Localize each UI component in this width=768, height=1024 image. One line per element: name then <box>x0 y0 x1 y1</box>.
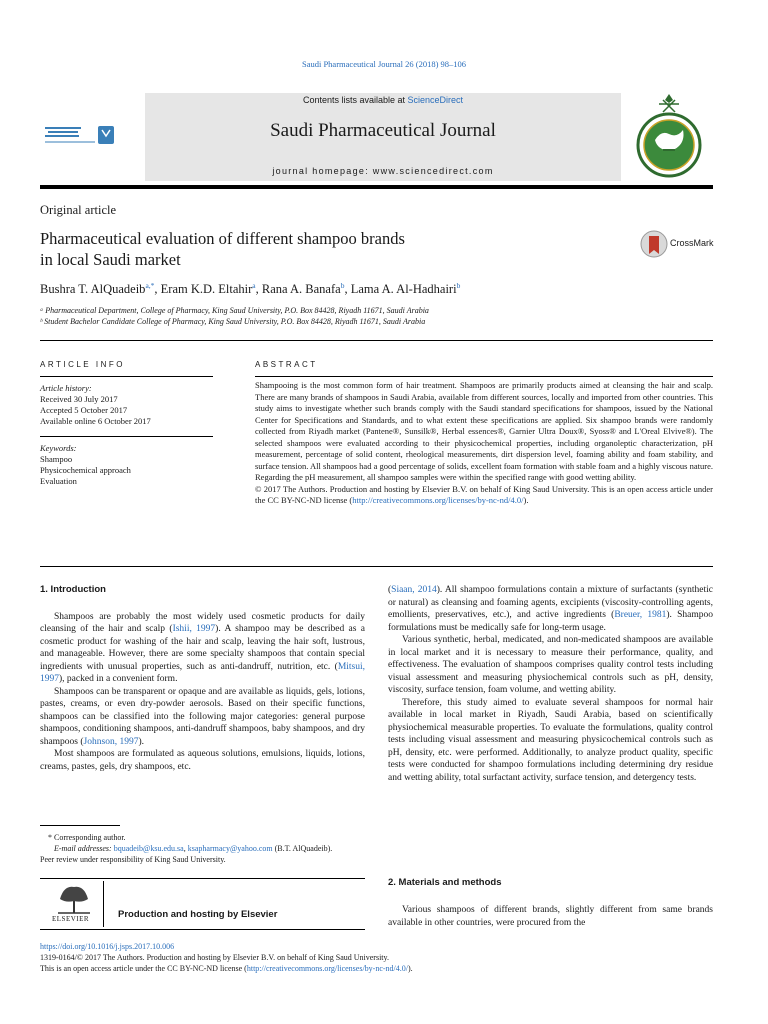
oa-text: This is an open access article under the CC BY-NC-ND license ( <box>40 964 247 973</box>
oa-end: ). <box>408 964 413 973</box>
received-date: Received 30 July 2017 <box>40 394 118 404</box>
sciencedirect-link[interactable]: ScienceDirect <box>407 95 464 105</box>
author-name[interactable]: Bushra T. AlQuadeib <box>40 282 146 297</box>
elsevier-divider <box>103 881 104 927</box>
author-affil-sup[interactable]: b <box>340 281 345 290</box>
article-history <box>40 383 151 427</box>
abstract-heading: ABSTRACT <box>255 360 318 369</box>
crossmark-button[interactable] <box>640 230 720 260</box>
crossmark-icon <box>640 230 668 258</box>
intro-paragraph <box>40 686 365 749</box>
oa-license-link[interactable]: http://creativecommons.org/licenses/by-nc-nd/4.0/ <box>246 964 408 973</box>
methods-text <box>388 904 713 929</box>
crossmark-label: CrossMark <box>670 238 714 248</box>
contents-prefix: Contents lists available at <box>302 95 408 105</box>
keyword: Physicochemical approach <box>40 465 131 475</box>
author-affil-sup[interactable]: b <box>456 281 461 290</box>
email-link[interactable]: bquadeib@ksu.edu.sa <box>113 844 184 853</box>
online-date: Available online 6 October 2017 <box>40 416 151 426</box>
footnote-rule <box>40 825 120 826</box>
email-suffix: (B.T. AlQuadeib). <box>272 844 333 853</box>
abstract-body <box>255 380 713 507</box>
journal-homepage: journal homepage: www.sciencedirect.com <box>272 166 494 176</box>
article-type: Original article <box>40 203 117 217</box>
contents-line <box>145 95 621 105</box>
affil-rule <box>40 340 713 341</box>
citation-link[interactable]: Ishii, 1997 <box>172 624 216 634</box>
abstract-copyright <box>255 484 713 507</box>
elsevier-production-box <box>40 878 365 930</box>
affiliation-a: ᵃ Pharmaceutical Department, College of Pharmacy, King Saud University, P.O. Box 84428, Riyadh 11671, Saudi Arabia <box>40 306 429 315</box>
footnotes: * Corresponding author. E-mail addresses: bquadeib@ksu.edu.sa, ksapharmacy@yahoo.com (B.T. AlQuadeib). Peer review under responsibility of King Saud University. <box>40 832 370 865</box>
intro-paragraph: Various synthetic, herbal, medicated, and non-medicated shampoos are available in local market and it is necessary to measure their performance, quality, and effectiveness. The evaluation of shampoos comprises quality control tests including visual assessment and measuring physiochemical controls such as pH, density, viscosity, surface tension, foam volume, and wetting ability. <box>388 635 713 695</box>
email-label: E-mail addresses: <box>54 844 114 853</box>
left-column <box>40 584 365 773</box>
keyword: Evaluation <box>40 476 77 486</box>
intro-text: ). Shampoo formulations must be medically safe for long-term usage. <box>388 610 713 633</box>
saudi-pharma-emblem-icon <box>633 90 705 180</box>
intro-text: ). <box>138 736 144 747</box>
production-hosting-label: Production and hosting by Elsevier <box>118 909 278 920</box>
header-rule <box>40 185 713 189</box>
affiliation-b: ᵇ Student Bachelor Candidate College of Pharmacy, King Saud University, P.O. Box 84428, Riyadh 11671, Saudi Arabia <box>40 317 426 326</box>
copyright-text: © 2017 The Authors. Production and hosting by Elsevier B.V. on behalf of King Saud University. This is an open access article under the CC BY-NC-ND license ( <box>255 483 713 505</box>
elsevier-tree-icon <box>54 883 94 917</box>
copyright-end: ). <box>523 495 529 505</box>
intro-paragraph: Most shampoos are formulated as aqueous solutions, emulsions, liquids, lotions, creams, pastes, gels, dry shampoos, etc. <box>40 749 365 772</box>
intro-paragraph <box>40 611 365 686</box>
author-list: Bushra T. AlQuadeib$^{a,*}$, Eram K.D. Eltahir$^a$, Rana A. Banafa$^b$, Lama A. Al-Hadhairi$^b$ <box>40 281 461 297</box>
right-column <box>388 584 713 784</box>
doi-link[interactable]: https://doi.org/10.1016/j.jsps.2017.10.006 <box>40 942 175 951</box>
author-affil-sup[interactable]: a,* <box>145 281 155 290</box>
history-label: Article history: <box>40 383 92 393</box>
abstract-rule <box>255 376 713 377</box>
intro-heading: 1. Introduction <box>40 584 106 595</box>
ksu-logo-icon <box>40 118 120 154</box>
accepted-date: Accepted 5 October 2017 <box>40 405 128 415</box>
intro-text: Shampoos are probably the most widely used cosmetic products for daily cleansing of the hair and scalp ( <box>40 611 365 634</box>
citation-link[interactable]: Siaan, 2014 <box>391 585 437 595</box>
author-name[interactable]: Rana A. Banafa <box>261 282 341 297</box>
intro-paragraph: (Siaan, 2014). All shampoo formulations contain a mixture of surfactants (synthetic or natural) as cleansing and foaming agents, excipients (viscosity-controlling agents, emollients, preservatives, etc.), and active ingredients (Breuer, 1981). Shampoo formulations must be medically safe for long-term usage. <box>388 585 713 633</box>
intro-text: ). All shampoo formulations contain a mixture of surfactants (synthetic or natural) as cleansing and foaming agents, excipients (viscosity-controlling agents, emollients, preservatives, etc.), and active ingredients ( <box>388 585 713 620</box>
keyword: Shampoo <box>40 454 73 464</box>
running-citation: Saudi Pharmaceutical Journal 26 (2018) 98–106 <box>301 59 467 69</box>
email-link[interactable]: ksapharmacy@yahoo.com <box>187 844 273 853</box>
elsevier-wordmark: ELSEVIER <box>52 915 90 923</box>
keywords <box>40 443 131 487</box>
corresponding-note: * Corresponding author. <box>48 833 126 842</box>
info-rule <box>40 436 213 437</box>
info-rule <box>40 376 213 377</box>
citation-link[interactable]: Johnson, 1997 <box>83 736 139 747</box>
journal-title: Saudi Pharmaceutical Journal <box>270 120 496 141</box>
methods-paragraph: Various shampoos of different brands, slightly different from same brands available in other countries, were procured from the <box>388 905 713 928</box>
article-title <box>40 228 560 270</box>
methods-heading: 2. Materials and methods <box>388 877 502 888</box>
intro-text: ), packed in a convenient form. <box>59 674 178 684</box>
author-affil-sup[interactable]: a <box>252 281 256 290</box>
license-link[interactable]: http://creativecommons.org/licenses/by-nc-nd/4.0/ <box>352 495 524 505</box>
intro-text: Shampoos can be transparent or opaque and are available as liquids, gels, lotions, pastes, creams, or even dry-powder aerosols. Based on their specific functions, shampoos can be classified into the following major categories: general purpose shampoos, conditioning shampoos, anti-dandruff shampoos, baby shampoos, and dry shampoos ( <box>40 686 365 747</box>
citation-link[interactable]: Breuer, 1981 <box>614 610 667 620</box>
intro-text: ). A shampoo may be described as a cosmetic product for washing of the hair and scalp, leaving the hair soft, lustrous, and manageable. However, there are some specialty shampoos that contain special ingredients with unusual properties, such as anti-dandruff, nutrition, etc. ( <box>40 624 365 672</box>
keywords-label: Keywords: <box>40 443 77 453</box>
article-info-heading: ARTICLE INFO <box>40 360 125 369</box>
abstract-text: Shampooing is the most common form of hair treatment. Shampoos are primarily products aimed at cleansing the hair and scalp. There are many brands of shampoos in Saudi Arabia, available from different sources, locally and imported from other countries. This study aims to investigate whether such brands comply with the Saudi standard specifications for shampoos, issued by the National Center for Specifications and Standards, and to what extent these specifications are applied. Six shampoo brands were randomly collected from Riyadh market (Pantene®, Sunsilk®, Herbal essences®, Garnier Ultra Doux®, Syoss® and L'Oreal Elvive®). The selected shampoos were evaluated according to their physicochemical properties, including organoleptic characterization, pH measurement, percentage of solid content, rheological measurements, dirt dispersion level, foaming ability and foam stability, and surface tension. All shampoos had a good percentage of solids, excellent foam formation with stable foam and a highly viscous nature. Regarding the pH measurement, all shampoo samples were within the specified range with good wetting ability. <box>255 380 713 482</box>
intro-paragraph: Therefore, this study aimed to evaluate several shampoos for normal hair available in local market in Riyadh, Saudi Arabia, based on scientifically physiochemical measurable properties. To evaluate the formulations, quality control tests including visual assessment and measuring physicochemical controls such as pH, density, etc. were performed. Additionally, to analyze product quality, specific tests were conducted for shampoo formulations including determining dry residue and wetting ability, total surfactant activity, surface tension, and detergency tests. <box>388 697 713 783</box>
abstract-end-rule <box>40 566 713 567</box>
author-name[interactable]: Eram K.D. Eltahir <box>160 282 253 297</box>
title-line-1: Pharmaceutical evaluation of different shampoo brands <box>40 229 405 248</box>
citation-link[interactable]: Mitsui, 1997 <box>40 661 365 684</box>
peer-review-note: Peer review under responsibility of King Saud University. <box>40 855 226 864</box>
title-line-2: in local Saudi market <box>40 250 181 269</box>
author-name[interactable]: Lama A. Al-Hadhairi <box>350 282 457 297</box>
issn-line: 1319-0164/© 2017 The Authors. Production and hosting by Elsevier B.V. on behalf of King Saud University. <box>40 953 390 962</box>
open-access-line <box>40 963 413 974</box>
